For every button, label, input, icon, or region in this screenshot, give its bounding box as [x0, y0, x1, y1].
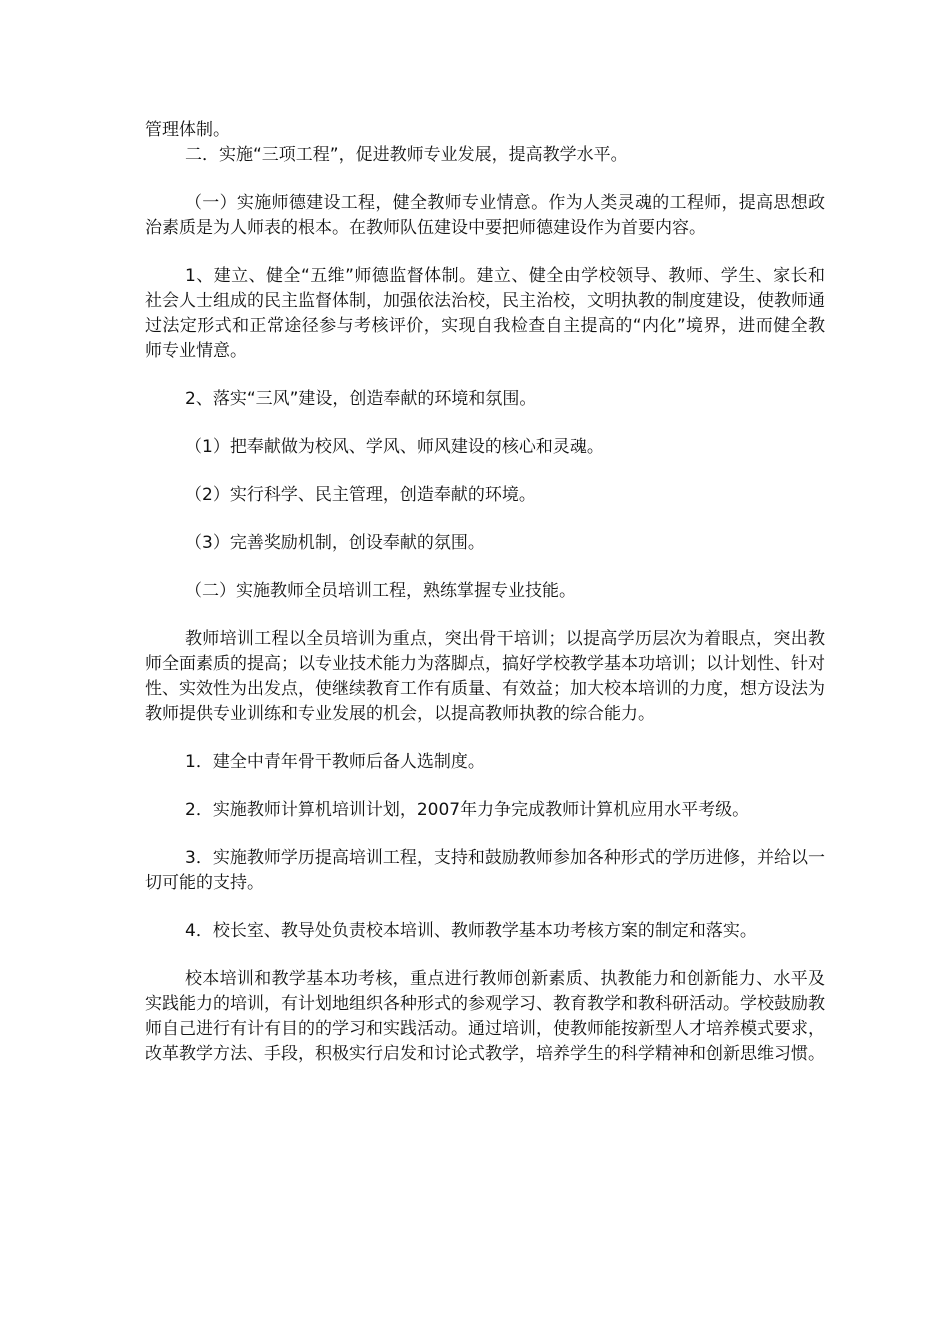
- subitem-1: （1）把奉献做为校风、学风、师风建设的核心和灵魂。: [185, 437, 604, 457]
- subsection-heading-1: （一）实施师德建设工程，健全教师专业情意。作为人类灵魂的工程师，提高思想政治素质是为人师表的根本。在教师队伍建设中要把师德建设作为首要内容。: [145, 193, 825, 238]
- item-1-paragraph: 1、建立、健全“五维”师德监督体制。建立、健全由学校领导、教师、学生、家长和社会人士组成的民主监督体制，加强依法治校，民主治校，文明执教的制度建设，使教师通过法定形式和正常途径参与考核评价，实现自我检查自主提高的“内化”境界，进而健全教师专业情意。: [145, 266, 825, 361]
- paragraph-continuation: 管理体制。: [145, 120, 230, 140]
- training-item-4: 4．校长室、教导处负责校本培训、教师教学基本功考核方案的制定和落实。: [185, 921, 757, 941]
- training-item-3: 3．实施教师学历提高培训工程，支持和鼓励教师参加各种形式的学历进修，并给以一切可能的支持。: [145, 848, 825, 893]
- training-item-2: 2．实施教师计算机培训计划，2007年力争完成教师计算机应用水平考级。: [185, 800, 750, 820]
- subitem-3: （3）完善奖励机制，创设奉献的氛围。: [185, 533, 485, 553]
- training-item-1: 1．建全中青年骨干教师后备人选制度。: [185, 752, 485, 772]
- document-page: [145, 118, 825, 1067]
- item-2-heading: 2、落实“三风”建设，创造奉献的环境和氛围。: [185, 389, 537, 409]
- subitem-2: （2）实行科学、民主管理，创造奉献的环境。: [185, 485, 536, 505]
- subsection-heading-2: （二）实施教师全员培训工程，熟练掌握专业技能。: [185, 581, 576, 601]
- section-heading-2: 二．实施“三项工程”，促进教师专业发展，提高教学水平。: [185, 145, 628, 165]
- training-paragraph: 教师培训工程以全员培训为重点，突出骨干培训；以提高学历层次为着眼点，突出教师全面素质的提高；以专业技术能力为落脚点，搞好学校教学基本功培训；以计划性、针对性、实效性为出发点，使继续教育工作有质量、有效益；加大校本培训的力度，想方设法为教师提供专业训练和专业发展的机会，以提高教师执教的综合能力。: [145, 629, 825, 724]
- school-training-paragraph: 校本培训和教学基本功考核，重点进行教师创新素质、执教能力和创新能力、水平及实践能力的培训，有计划地组织各种形式的参观学习、教育教学和教科研活动。学校鼓励教师自己进行有计有目的的学习和实践活动。通过培训，使教师能按新型人才培养模式要求，改革教学方法、手段，积极实行启发和讨论式教学，培养学生的科学精神和创新思维习惯。: [145, 969, 825, 1064]
